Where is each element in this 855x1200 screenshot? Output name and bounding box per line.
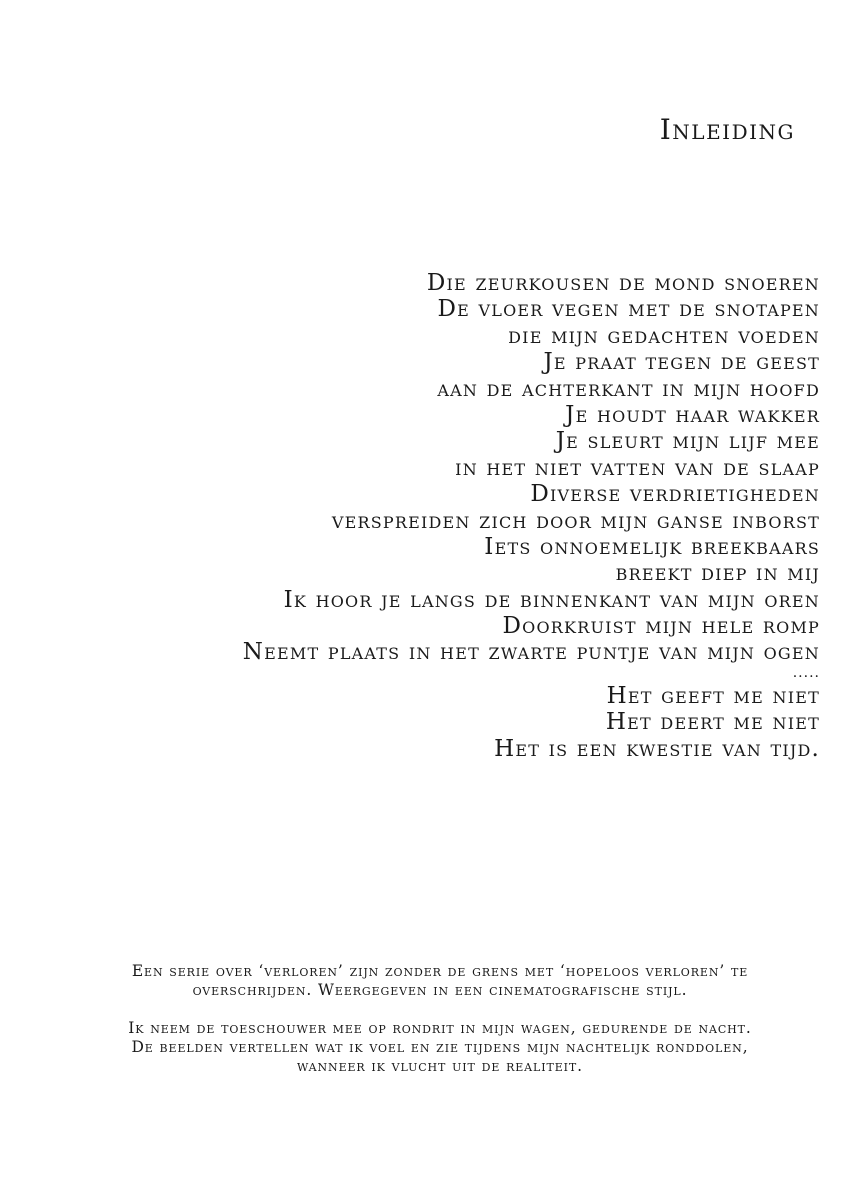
poem-line: Neemt plaats in het zwarte puntje van mijn ogen (242, 639, 820, 666)
page-title: Inleiding (659, 113, 795, 146)
poem-line: Je houdt haar wakker (565, 401, 820, 428)
poem-line: Iets onnoemelijk breekbaars (484, 533, 820, 560)
poem-line: aan de achterkant in mijn hoofd (437, 375, 820, 402)
poem-line: Diverse verdrietigheden (530, 481, 820, 508)
poem-line: Die zeurkousen de mond snoeren (426, 270, 820, 296)
poem-line: verspreiden zich door mijn ganse inborst (331, 507, 820, 534)
poem-line: Doorkruist mijn hele romp (502, 613, 820, 640)
intro-text (80, 962, 800, 1095)
intro-line: overschrijden. Weergegeven in een cinematografische stijl. (192, 981, 688, 999)
poem-line: breekt diep in mij (615, 560, 820, 587)
poem-line: Je sleurt mijn lijf mee (555, 428, 820, 455)
intro-line: Ik neem de toeschouwer mee op rondrit in mijn wagen, gedurende de nacht. (128, 1019, 752, 1037)
poem-closing-line: Het geeft me niet (606, 682, 820, 709)
poem-closing-line: Het is een kwestie van tijd. (494, 735, 820, 762)
intro-line: Een serie over ‘verloren’ zijn zonder de grens met ‘hopeloos verloren’ te (131, 962, 749, 980)
poem-line: De vloer vegen met de snotapen (437, 296, 820, 323)
poem-line: die mijn gedachten voeden (508, 322, 820, 349)
poem (243, 270, 820, 762)
poem-line: Ik hoor je langs de binnenkant van mijn oren (283, 586, 820, 613)
intro-line: wanneer ik vlucht uit de realiteit. (297, 1057, 583, 1075)
intro-paragraph (80, 1019, 800, 1076)
poem-line: in het niet vatten van de slaap (455, 454, 820, 481)
poem-closing-line: Het deert me niet (605, 709, 820, 736)
intro-paragraph (80, 962, 800, 1000)
poem-line: Je praat tegen de geest (543, 349, 820, 376)
poem-separator: ..... (792, 664, 820, 681)
intro-line: De beelden vertellen wat ik voel en zie tijdens mijn nachtelijk ronddolen, (131, 1038, 749, 1056)
